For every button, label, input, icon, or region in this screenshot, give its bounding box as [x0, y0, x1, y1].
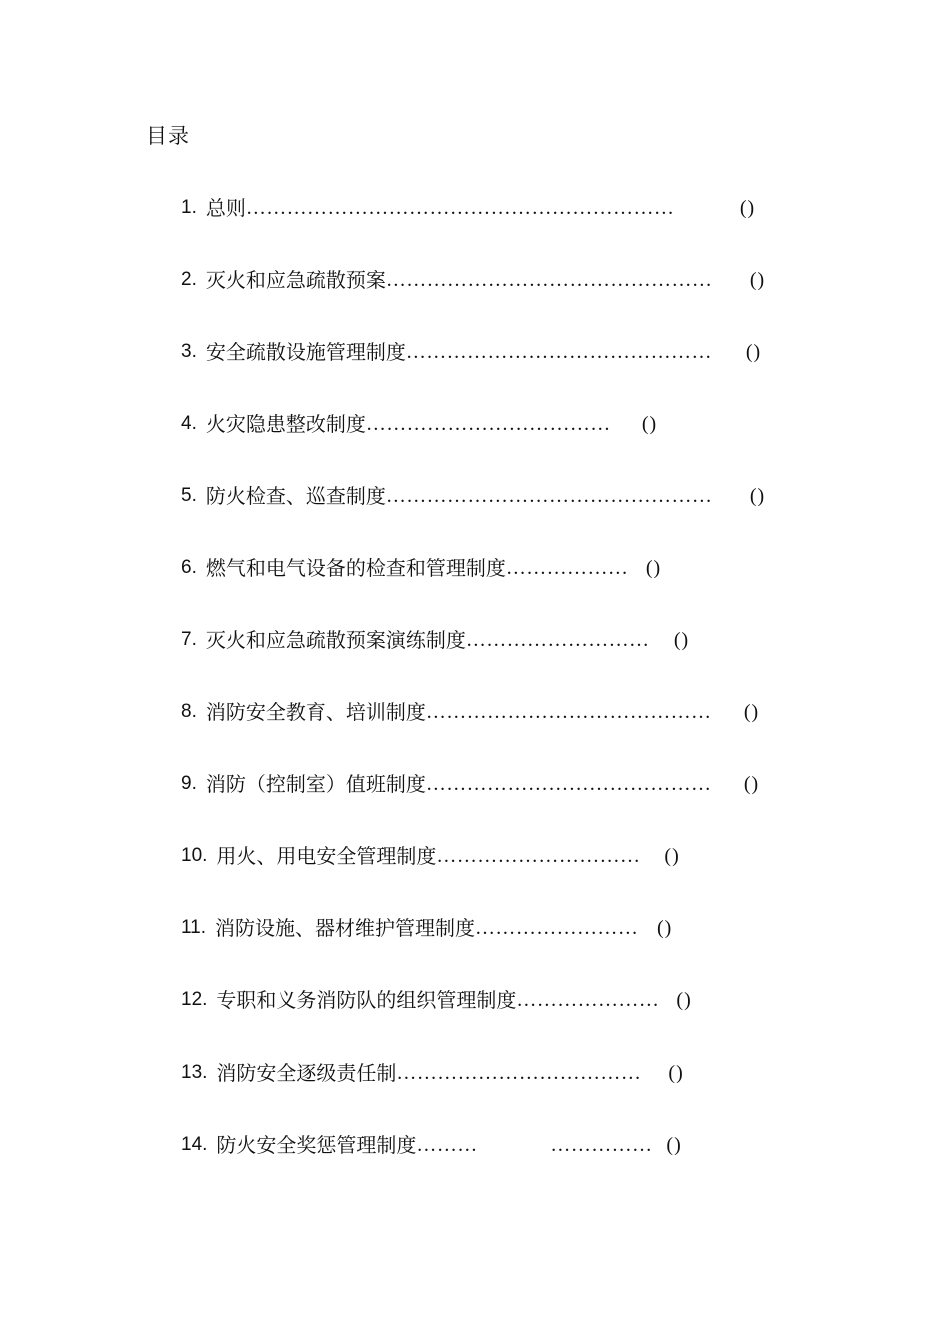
entry-title: 专职和义务消防队的组织管理制度 — [216, 988, 517, 1012]
dot-leader: ………………………………………… — [385, 269, 713, 291]
page-reference: () — [676, 989, 692, 1011]
dot-leader: ………………………… — [436, 845, 641, 867]
entry-separator: . — [191, 413, 197, 434]
page-reference: () — [673, 629, 690, 651]
dot-leader: ……………… — [505, 557, 629, 579]
entry-number: 2 — [181, 269, 192, 290]
page-reference: () — [739, 197, 756, 219]
dot-leader: …………… — [550, 1134, 653, 1156]
entry-separator: . — [191, 557, 197, 578]
entry-number: 14 — [181, 1134, 203, 1155]
page-reference: () — [745, 341, 762, 363]
entry-title: 灭火和应急疏散预案演练制度 — [205, 628, 466, 652]
entry-separator: . — [191, 197, 197, 218]
entry-separator: . — [191, 485, 197, 506]
toc-entry — [181, 841, 680, 871]
entry-separator: . — [202, 1062, 208, 1083]
toc-entry — [181, 265, 765, 295]
entry-number: 9 — [181, 773, 192, 794]
toc-entry — [181, 1130, 682, 1160]
entry-title: 消防安全逐级责任制 — [216, 1061, 397, 1085]
toc-entry — [181, 409, 657, 439]
entry-number: 13 — [181, 1062, 203, 1083]
toc-entry — [181, 481, 765, 511]
entry-separator: . — [191, 269, 197, 290]
entry-number: 1 — [181, 197, 192, 218]
entry-number: 12 — [181, 989, 203, 1010]
page-reference: () — [664, 845, 680, 867]
entry-number: 5 — [181, 485, 192, 506]
entry-separator: . — [202, 845, 208, 866]
entry-title: 消防设施、器材维护管理制度 — [215, 916, 476, 940]
toc-heading: 目录 — [146, 124, 190, 148]
entry-title: 安全疏散设施管理制度 — [205, 340, 406, 364]
entry-title: 消防安全教育、培训制度 — [205, 700, 426, 724]
entry-number: 4 — [181, 413, 192, 434]
dot-leader: …………………………………… — [425, 701, 712, 723]
entry-number: 7 — [181, 629, 192, 650]
entry-number: 8 — [181, 701, 192, 722]
toc-entry — [181, 769, 759, 799]
page-reference: () — [743, 773, 760, 795]
page-reference: () — [749, 485, 766, 507]
page-reference: () — [645, 557, 662, 579]
dot-leader: ……… — [416, 1134, 478, 1156]
entry-title: 防火安全奖惩管理制度 — [216, 1133, 417, 1157]
toc-entry — [181, 193, 755, 223]
entry-title: 燃气和电气设备的检查和管理制度 — [205, 556, 506, 580]
dot-leader: ……………………… — [465, 629, 650, 651]
entry-separator: . — [200, 917, 207, 938]
toc-entry — [181, 913, 672, 943]
entry-title: 用火、用电安全管理制度 — [216, 844, 437, 868]
entry-number: 10 — [181, 845, 203, 866]
page-reference: () — [749, 269, 766, 291]
dot-leader: …………………………………… — [425, 773, 712, 795]
dot-leader: ………………… — [516, 989, 660, 1011]
toc-entry — [181, 553, 661, 583]
page-reference: () — [666, 1134, 682, 1156]
dot-leader: ……………………………… — [365, 413, 611, 435]
dot-leader: ……………………………… — [396, 1062, 642, 1084]
entry-number: 6 — [181, 557, 192, 578]
page-reference: () — [668, 1062, 684, 1084]
toc-entry — [181, 1058, 684, 1088]
dot-leader: ………………………………………… — [385, 485, 713, 507]
entry-title: 防火检查、巡查制度 — [205, 484, 386, 508]
toc-entry — [181, 697, 759, 727]
entry-title: 消防（控制室）值班制度 — [205, 772, 426, 796]
entry-separator: . — [202, 989, 208, 1010]
entry-title: 火灾隐患整改制度 — [205, 412, 366, 436]
toc-entry — [181, 337, 761, 367]
toc-entry — [181, 985, 692, 1015]
entry-separator: . — [191, 701, 197, 722]
entry-separator: . — [202, 1134, 208, 1155]
entry-title: 总则 — [205, 196, 246, 220]
page-reference: () — [641, 413, 658, 435]
toc-entry — [181, 625, 689, 655]
page-reference: () — [657, 917, 673, 939]
entry-separator: . — [191, 629, 197, 650]
dot-leader: …………………… — [475, 917, 639, 939]
dot-leader: ……………………………………………………… — [245, 197, 675, 219]
entry-title: 灭火和应急疏散预案 — [205, 268, 386, 292]
entry-number: 11 — [181, 917, 201, 938]
entry-separator: . — [191, 773, 197, 794]
dot-leader: ……………………………………… — [405, 341, 712, 363]
entry-separator: . — [191, 341, 197, 362]
page-reference: () — [743, 701, 760, 723]
entry-number: 3 — [181, 341, 192, 362]
